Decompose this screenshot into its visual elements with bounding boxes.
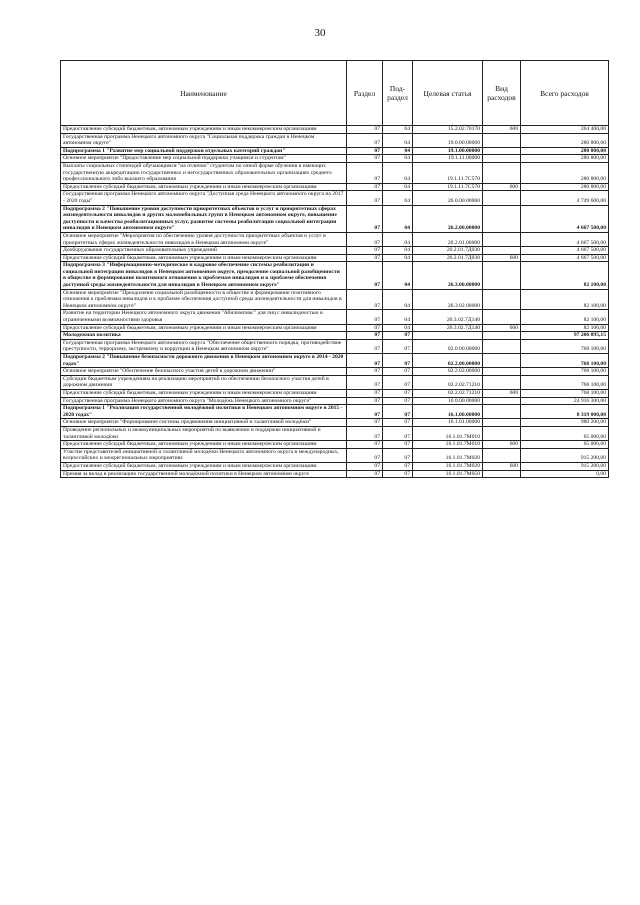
row-subsection: 04 — [383, 162, 413, 183]
row-section: 07 — [347, 254, 383, 262]
row-name: Дооборудование государственных образовательных учреждений — [61, 247, 347, 255]
row-total: 97 206 095,15 — [521, 332, 609, 340]
row-total: 768 100,00 — [521, 375, 609, 389]
row-name: Выплаты социальных стипендий обучающимся "на отлично" студентам по очной форме обучения в имеющих государственную аккредитацию государственных и негосударственных образовательных организациях среднего профессионального либо высшего образования — [61, 162, 347, 183]
row-subsection: 07 — [383, 419, 413, 427]
row-total: 280 800,00 — [521, 147, 609, 155]
row-subsection: 07 — [383, 368, 413, 376]
row-subsection: 04 — [383, 232, 413, 246]
row-section: 07 — [347, 441, 383, 449]
row-expense-type — [483, 470, 521, 478]
table-row — [61, 368, 609, 376]
row-section: 07 — [347, 426, 383, 440]
row-name: Предоставление субсидий бюджетным, автономным учреждениям и иным некоммерческим организациям — [61, 126, 347, 134]
row-name: Предоставление субсидий бюджетным, автономным учреждениям и иным некоммерческим организациям — [61, 183, 347, 191]
row-subsection: 07 — [383, 375, 413, 389]
row-target: 26.2.01.7Д030 — [413, 247, 483, 255]
row-total: 0,00 — [521, 470, 609, 478]
row-expense-type: 600 — [483, 254, 521, 262]
row-subsection: 04 — [383, 310, 413, 324]
row-subsection: 07 — [383, 441, 413, 449]
table-row — [61, 191, 609, 205]
row-section: 07 — [347, 310, 383, 324]
row-total: 82 100,00 — [521, 324, 609, 332]
row-total: 768 100,00 — [521, 339, 609, 353]
row-subsection: 04 — [383, 262, 413, 289]
row-target: 26.3.02.7Д140 — [413, 310, 483, 324]
row-section: 07 — [347, 162, 383, 183]
row-section: 07 — [347, 470, 383, 478]
row-name: Основное мероприятие "Предоставление мер социальной поддержки учащимся и студентам" — [61, 155, 347, 163]
row-total: 4 749 600,00 — [521, 191, 609, 205]
row-expense-type: 600 — [483, 441, 521, 449]
table-row — [61, 448, 609, 462]
row-target: 16.1.01.7М020 — [413, 462, 483, 470]
row-subsection: 04 — [383, 126, 413, 134]
row-name: Предоставление субсидий бюджетным, автономным учреждениям и иным некоммерческим организациям — [61, 324, 347, 332]
row-total: 65 000,00 — [521, 441, 609, 449]
row-total: 768 100,00 — [521, 389, 609, 397]
row-name: Государственная программа Ненецкого автономного округа "Социальная поддержка граждан в Ненецком автономном округе" — [61, 133, 347, 147]
row-expense-type — [483, 375, 521, 389]
row-expense-type — [483, 155, 521, 163]
row-section: 07 — [347, 419, 383, 427]
row-target: 02.2.02.71210 — [413, 375, 483, 389]
row-total: 915 200,00 — [521, 462, 609, 470]
row-subsection: 04 — [383, 289, 413, 310]
row-target: 02.2.02.71210 — [413, 389, 483, 397]
row-total: 980 200,00 — [521, 419, 609, 427]
row-name: Развитие на территории Ненецкого автономного округа движения "Абилимпикс" для лиц с инвалидностью и ограниченными возможностями здоровья — [61, 310, 347, 324]
row-expense-type — [483, 448, 521, 462]
row-subsection: 04 — [383, 254, 413, 262]
row-expense-type — [483, 339, 521, 353]
row-name: Основное мероприятие "Обеспечение безопасного участия детей в дорожном движении" — [61, 368, 347, 376]
row-name: Предоставление субсидий бюджетным, автономным учреждениям и иным некоммерческим организациям — [61, 389, 347, 397]
row-subsection: 04 — [383, 205, 413, 232]
budget-table — [60, 60, 609, 478]
row-subsection: 04 — [383, 155, 413, 163]
row-name: Участие представителей инициативной и талантливой молодёжи Ненецкого автономного округа в международных, всероссийских и межрегиональных мероприятиях — [61, 448, 347, 462]
row-expense-type — [483, 332, 521, 340]
table-row — [61, 405, 609, 419]
header-section: Раздел — [347, 61, 383, 126]
row-target: 26.3.02.00000 — [413, 289, 483, 310]
row-name: Основное мероприятие "Преодоление социальной разобщенности в обществе и формирование позитивного отношения к проблемам инвалидов и к проблеме обеспечения доступной среды жизнедеятельности для инвалидов в Ненецком автономном округе" — [61, 289, 347, 310]
row-name: Подпрограмма 1 "Реализация государственной молодёжной политики в Ненецком автономном округе в 2015 - 2020 годах" — [61, 405, 347, 419]
table-row — [61, 162, 609, 183]
row-target: 19.1.11.7С570 — [413, 183, 483, 191]
row-name: Субсидии бюджетным учреждениям на реализацию мероприятий по обеспечению безопасного участия детей в дорожном движении — [61, 375, 347, 389]
row-section: 07 — [347, 324, 383, 332]
table-header-row — [61, 61, 609, 126]
row-expense-type: 600 — [483, 462, 521, 470]
row-expense-type — [483, 426, 521, 440]
table-row — [61, 147, 609, 155]
row-target: 19.1.11.7С570 — [413, 162, 483, 183]
row-subsection: 04 — [383, 324, 413, 332]
row-total: 280 800,00 — [521, 162, 609, 183]
row-expense-type — [483, 232, 521, 246]
row-section: 07 — [347, 205, 383, 232]
row-section: 07 — [347, 191, 383, 205]
row-section: 07 — [347, 375, 383, 389]
row-target: 26.2.01.7Д030 — [413, 254, 483, 262]
table-row — [61, 183, 609, 191]
row-total: 82 100,00 — [521, 289, 609, 310]
row-target: 26.3.02.7Д140 — [413, 324, 483, 332]
row-expense-type — [483, 262, 521, 289]
row-expense-type — [483, 247, 521, 255]
row-expense-type — [483, 162, 521, 183]
row-target: 26.2.00.00000 — [413, 205, 483, 232]
row-subsection: 07 — [383, 462, 413, 470]
row-target: 16.1.01.00000 — [413, 419, 483, 427]
row-target: 16.0.00.00000 — [413, 397, 483, 405]
table-row — [61, 133, 609, 147]
table-row — [61, 375, 609, 389]
row-name: Основное мероприятие "Формирование системы продвижения инициативной и талантливой молодёжи" — [61, 419, 347, 427]
row-expense-type: 600 — [483, 389, 521, 397]
row-section: 07 — [347, 448, 383, 462]
row-name: Государственная программа Ненецкого автономного округа "Молодёжь Ненецкого автономного округа" — [61, 397, 347, 405]
row-expense-type: 600 — [483, 126, 521, 134]
row-expense-type — [483, 289, 521, 310]
table-row — [61, 262, 609, 289]
row-total: 280 800,00 — [521, 133, 609, 147]
row-total: 4 667 500,00 — [521, 232, 609, 246]
row-name: Государственная программа Ненецкого автономного округа "Доступная среда Ненецкого автономного округа на 2017 - 2020 годы" — [61, 191, 347, 205]
row-expense-type — [483, 368, 521, 376]
table-row — [61, 462, 609, 470]
row-section: 07 — [347, 133, 383, 147]
row-total: 768 100,00 — [521, 354, 609, 368]
table-row — [61, 354, 609, 368]
row-target: 16.1.01.7М050 — [413, 470, 483, 478]
row-target: 19.1.00.00000 — [413, 147, 483, 155]
row-section: 07 — [347, 155, 383, 163]
table-row — [61, 397, 609, 405]
row-subsection: 07 — [383, 397, 413, 405]
row-expense-type — [483, 147, 521, 155]
row-target: 02.0.00.00000 — [413, 339, 483, 353]
row-subsection: 07 — [383, 426, 413, 440]
row-expense-type — [483, 191, 521, 205]
header-target: Целевая статья — [413, 61, 483, 126]
row-name: Подпрограмма 2 "Повышение безопасности дорожного движения в Ненецком автономном округе в 2014 - 2020 годах" — [61, 354, 347, 368]
row-target: 16.1.01.7М010 — [413, 441, 483, 449]
row-subsection: 04 — [383, 147, 413, 155]
row-section: 07 — [347, 389, 383, 397]
row-total: 82 100,00 — [521, 310, 609, 324]
row-total: 768 100,00 — [521, 368, 609, 376]
table-row — [61, 247, 609, 255]
row-subsection: 07 — [383, 339, 413, 353]
row-target: 15.2.02.70170 — [413, 126, 483, 134]
table-row — [61, 389, 609, 397]
row-target: 16.1.00.00000 — [413, 405, 483, 419]
row-target: 16.1.01.7М010 — [413, 426, 483, 440]
row-target: 16.1.01.7М020 — [413, 448, 483, 462]
row-name: Молодежная политика — [61, 332, 347, 340]
row-subsection: 07 — [383, 405, 413, 419]
row-expense-type — [483, 205, 521, 232]
row-target: 02.2.02.00000 — [413, 368, 483, 376]
row-expense-type: 600 — [483, 324, 521, 332]
row-total: 4 667 500,00 — [521, 254, 609, 262]
table-row — [61, 232, 609, 246]
table-row — [61, 441, 609, 449]
row-name: Предоставление субсидий бюджетным, автономным учреждениям и иным некоммерческим организациям — [61, 462, 347, 470]
row-target: 26.2.01.00000 — [413, 232, 483, 246]
row-expense-type — [483, 419, 521, 427]
row-total: 24 916 300,00 — [521, 397, 609, 405]
row-expense-type — [483, 397, 521, 405]
row-target: 19.0.00.00000 — [413, 133, 483, 147]
row-section: 07 — [347, 368, 383, 376]
header-total: Всего расходов — [521, 61, 609, 126]
row-section: 07 — [347, 405, 383, 419]
row-total: 4 667 500,00 — [521, 205, 609, 232]
row-section: 07 — [347, 289, 383, 310]
row-target: 02.2.00.00000 — [413, 354, 483, 368]
row-section: 07 — [347, 462, 383, 470]
header-name: Наименование — [61, 61, 347, 126]
row-expense-type — [483, 133, 521, 147]
header-expense-type: Вид расходов — [483, 61, 521, 126]
row-target: 19.1.11.00000 — [413, 155, 483, 163]
row-section: 07 — [347, 397, 383, 405]
row-name: Премия за вклад в реализацию государственной молодёжной политики в Ненецком автономном округе — [61, 470, 347, 478]
row-expense-type — [483, 354, 521, 368]
table-row — [61, 426, 609, 440]
row-target — [413, 332, 483, 340]
row-total: 65 000,00 — [521, 426, 609, 440]
row-name: Проведение региональных и межмуниципальных мероприятий по выявлению и поддержке инициативной и талантливой молодёжи — [61, 426, 347, 440]
row-section: 07 — [347, 262, 383, 289]
row-expense-type: 600 — [483, 183, 521, 191]
row-subsection: 07 — [383, 354, 413, 368]
table-row — [61, 254, 609, 262]
table-row — [61, 470, 609, 478]
row-name: Подпрограмма 1 "Развитие мер социальной поддержки отдельных категорий граждан" — [61, 147, 347, 155]
table-row — [61, 310, 609, 324]
table-row — [61, 339, 609, 353]
table-row — [61, 419, 609, 427]
row-subsection: 04 — [383, 247, 413, 255]
row-name: Основное мероприятие "Мероприятия по обеспечению уровня доступности приоритетных объектов и услуг в приоритетных сферах жизнедеятельности инвалидов в Ненецком автономном округе" — [61, 232, 347, 246]
page-number: 30 — [314, 27, 326, 39]
table-row — [61, 126, 609, 134]
row-total: 280 800,00 — [521, 155, 609, 163]
row-section: 07 — [347, 354, 383, 368]
row-subsection: 07 — [383, 332, 413, 340]
row-section: 07 — [347, 247, 383, 255]
row-total: 915 200,00 — [521, 448, 609, 462]
row-target: 26.0.00.00000 — [413, 191, 483, 205]
table-row — [61, 155, 609, 163]
row-total: 8 319 000,00 — [521, 405, 609, 419]
row-section: 07 — [347, 339, 383, 353]
row-section: 07 — [347, 332, 383, 340]
row-section: 07 — [347, 147, 383, 155]
table-row — [61, 205, 609, 232]
row-subsection: 07 — [383, 389, 413, 397]
table-row — [61, 324, 609, 332]
row-total: 264 400,00 — [521, 126, 609, 134]
row-expense-type — [483, 405, 521, 419]
row-name: Предоставление субсидий бюджетным, автономным учреждениям и иным некоммерческим организациям — [61, 441, 347, 449]
row-name: Государственная программа Ненецкого автономного округа "Обеспечение общественного порядка, противодействие преступности, терроризму, экстремизму и коррупции в Ненецком автономном округе" — [61, 339, 347, 353]
row-subsection: 04 — [383, 191, 413, 205]
row-name: Предоставление субсидий бюджетным, автономным учреждениям и иным некоммерческим организациям — [61, 254, 347, 262]
row-name: Подпрограмма 3 "Информационно-методическое и кадровое обеспечение системы реабилитации и социальной интеграции инвалидов в Ненецком автономном округе, преодоление социальной разобщенности в обществе и формирование позитивного отношения к проблемам инвалидов и к проблеме обеспечения доступной среды жизнедеятельности для инвалидов в Ненецком автономном округе" — [61, 262, 347, 289]
row-name: Подпрограмма 2 "Повышение уровня доступности приоритетных объектов и услуг в приоритетных сферах жизнедеятельности инвалидов и других маломобильных групп в Ненецком автономном округе, повышение доступности и качества реабилитационных услуг, развитие системы реабилитации социальной интеграции инвалидов в Ненецком автономном округе" — [61, 205, 347, 232]
row-subsection: 07 — [383, 448, 413, 462]
row-total: 82 100,00 — [521, 262, 609, 289]
row-expense-type — [483, 310, 521, 324]
header-subsection: Под-раздел — [383, 61, 413, 126]
row-subsection: 04 — [383, 133, 413, 147]
row-section: 07 — [347, 126, 383, 134]
table-row — [61, 289, 609, 310]
row-target: 26.3.00.00000 — [413, 262, 483, 289]
row-subsection: 04 — [383, 183, 413, 191]
row-section: 07 — [347, 232, 383, 246]
row-section: 07 — [347, 183, 383, 191]
table-row — [61, 332, 609, 340]
row-total: 4 667 500,00 — [521, 247, 609, 255]
row-subsection: 07 — [383, 470, 413, 478]
row-total: 280 800,00 — [521, 183, 609, 191]
